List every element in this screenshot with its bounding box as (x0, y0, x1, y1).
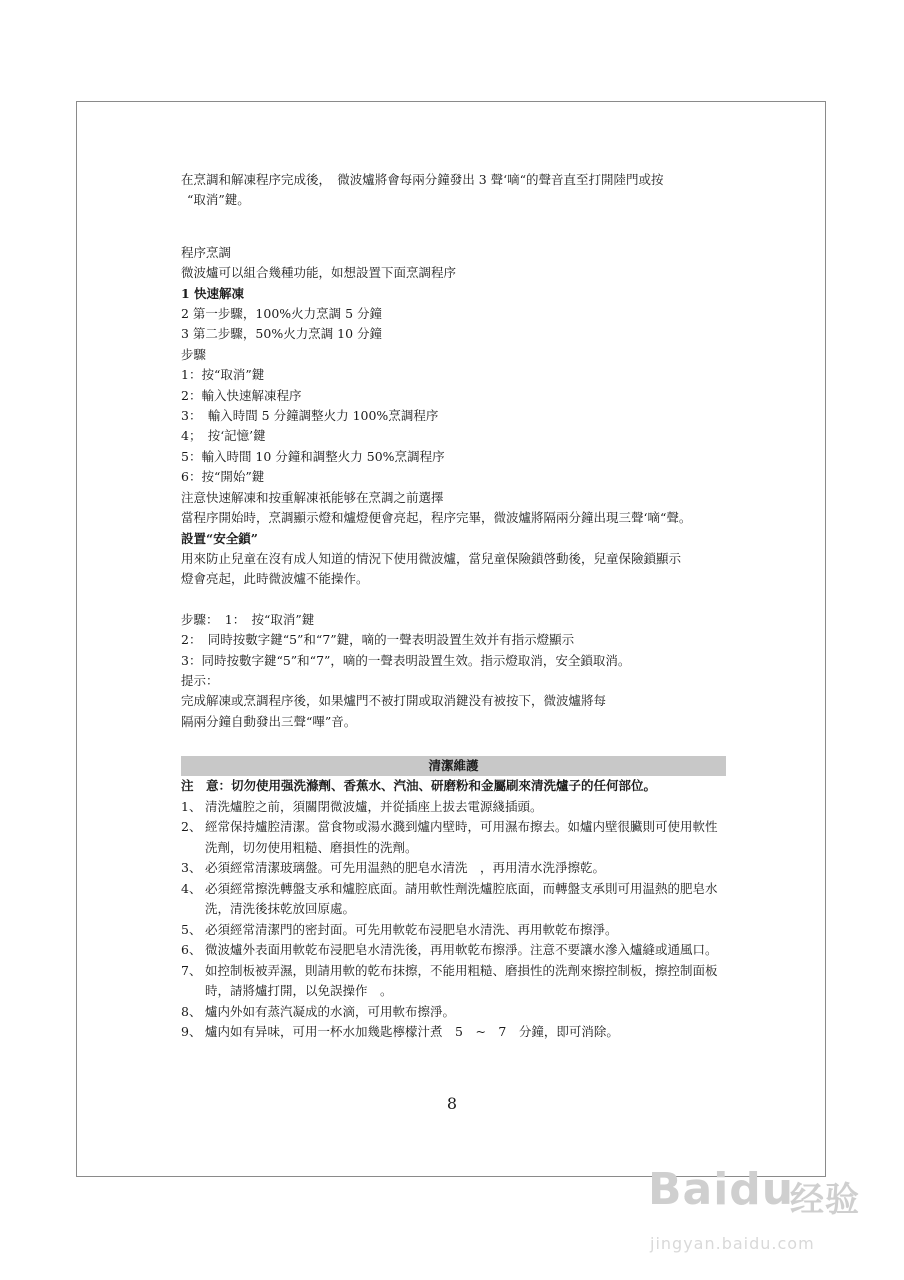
program-desc: 微波爐可以組合幾種功能，如想設置下面烹調程序 (181, 265, 457, 281)
cleaning-item-text: 經常保持爐腔清潔。當食物或湯水濺到爐内壁時，可用濕布擦去。如爐内壁很臟則可使用軟性洗劑，切勿使用粗糙、磨損性的洗劑。 (205, 819, 718, 855)
cleaning-item-text: 如控制板被弄濕，則請用軟的乾布抹擦，不能用粗糙、磨損性的洗劑來擦控制板，擦控制面板時，請將爐打開，以免誤操作 。 (205, 962, 718, 999)
tip-text: 隔兩分鐘自動發出三聲“嗶”音。 (181, 713, 357, 729)
cleaning-item (181, 961, 726, 1002)
cleaning-item-text: 爐内外如有蒸汽凝成的水滴，可用軟布擦淨。 (205, 1003, 456, 1019)
cleaning-item (181, 1022, 726, 1043)
cleaning-list (181, 797, 726, 1043)
program-step: 4； 按‘記憶’鍵 (181, 428, 266, 444)
watermark-url: jingyan.baidu.com (650, 1234, 815, 1253)
cleaning-item-text: 必須經常清潔玻璃盤。可先用温熱的肥皂水清洗 ，再用清水洗淨擦乾。 (205, 860, 606, 876)
cleaning-item-number: 7、 (181, 962, 202, 978)
program-step: 3： 輸入時間 5 分鐘調整火力 100%烹調程序 (181, 408, 439, 424)
cleaning-item-number: 2、 (181, 819, 202, 835)
cleaning-item-number: 1、 (181, 798, 202, 814)
cleaning-item-text: 爐内如有异味，可用一杯水加幾匙檸檬汁煮 5 ~ 7 分鐘，即可消除。 (205, 1024, 619, 1040)
program-step: 2：輸入快速解凍程序 (181, 387, 302, 403)
program-item: 3 第二步驟，50%火力烹調 10 分鐘 (181, 326, 383, 342)
safety-title: 設置“安全鎖” (181, 530, 258, 546)
cleaning-item-text: 必須經常擦洗轉盤支承和爐腔底面。請用軟性劑洗爐腔底面，而轉盤支承則可用温熱的肥皂水洗，清洗後抹乾放回原處。 (205, 880, 718, 917)
cleaning-item-number: 3、 (181, 860, 202, 876)
cleaning-header: 清潔維護 (181, 756, 726, 776)
cleaning-item-text: 必須經常清潔門的密封面。可先用軟乾布浸肥皂水清洗、再用軟乾布擦淨。 (205, 921, 618, 937)
cleaning-item (181, 797, 726, 818)
program-step: 6：按“開始”鍵 (181, 469, 265, 485)
tip-text: 完成解凍或烹調程序後，如果爐門不被打開或取消鍵没有被按下，微波爐將每 (181, 693, 607, 709)
cleaning-warning: 注 意：切勿使用强洗滌劑、香蕉水、汽油、研磨粉和金屬刷來清洗爐子的任何部位。 (181, 778, 657, 794)
cleaning-item (181, 858, 726, 879)
page-content (181, 170, 726, 1043)
cleaning-item (181, 1002, 726, 1023)
safety-step: 3：同時按數字鍵“5”和“7”，嘀的一聲表明設置生效。指示燈取消，安全鎖取消。 (181, 652, 631, 668)
safety-step: 步驟： 1： 按“取消”鍵 (181, 611, 315, 627)
cleaning-item (181, 879, 726, 920)
program-running: 當程序開始時，烹調顯示燈和爐燈便會亮起，程序完畢，微波爐將隔兩分鐘出現三聲‘嘀“聲。 (181, 510, 692, 526)
cleaning-item-text: 微波爐外表面用軟乾布浸肥皂水清洗後，再用軟乾布擦淨。注意不要讓水滲入爐縫或通風口。 (205, 942, 718, 958)
program-step: 5：輸入時間 10 分鐘和調整火力 50%烹調程序 (181, 448, 445, 464)
cleaning-item-number: 8、 (181, 1003, 202, 1019)
intro-line: 在烹調和解凍程序完成後， 微波爐將會每兩分鐘發出 3 聲‘嘀“的聲音直至打開陸門或按 (181, 172, 664, 187)
program-item: 2 第一步驟，100%火力烹調 5 分鐘 (181, 306, 383, 322)
program-item: 1 快速解凍 (181, 285, 245, 301)
steps-title: 步驟 (181, 346, 207, 362)
program-step: 1：按“取消”鍵 (181, 367, 265, 383)
cleaning-item-number: 6、 (181, 942, 202, 958)
safety-desc: 燈會亮起，此時微波爐不能操作。 (181, 571, 369, 587)
cleaning-item (181, 940, 726, 961)
cleaning-item-number: 5、 (181, 921, 202, 937)
cleaning-item-text: 清洗爐腔之前，須關閉微波爐，并從插座上拔去電源綫插頭。 (205, 798, 543, 814)
cleaning-item (181, 817, 726, 858)
safety-step: 2： 同時按數字鍵“5”和“7”鍵，嘀的一聲表明設置生效并有指示燈顯示 (181, 632, 575, 648)
cleaning-item-number: 9、 (181, 1024, 202, 1040)
tip-title: 提示： (181, 672, 219, 688)
safety-desc: 用來防止兒童在沒有成人知道的情況下使用微波爐，當兒童保險鎖啓動後，兒童保險鎖顯示 (181, 550, 682, 566)
watermark-logo: Baidu (648, 1164, 795, 1215)
cleaning-item-number: 4、 (181, 880, 202, 896)
cleaning-item (181, 920, 726, 941)
program-note: 注意快速解凍和按重解凍祇能够在烹調之前選擇 (181, 489, 444, 505)
page-number: 8 (446, 1094, 458, 1113)
program-title: 程序烹調 (181, 244, 232, 260)
baidu-watermark (640, 1150, 900, 1280)
intro-line: “取消”鍵。 (187, 192, 250, 208)
watermark-cn: 经验 (790, 1180, 860, 1220)
